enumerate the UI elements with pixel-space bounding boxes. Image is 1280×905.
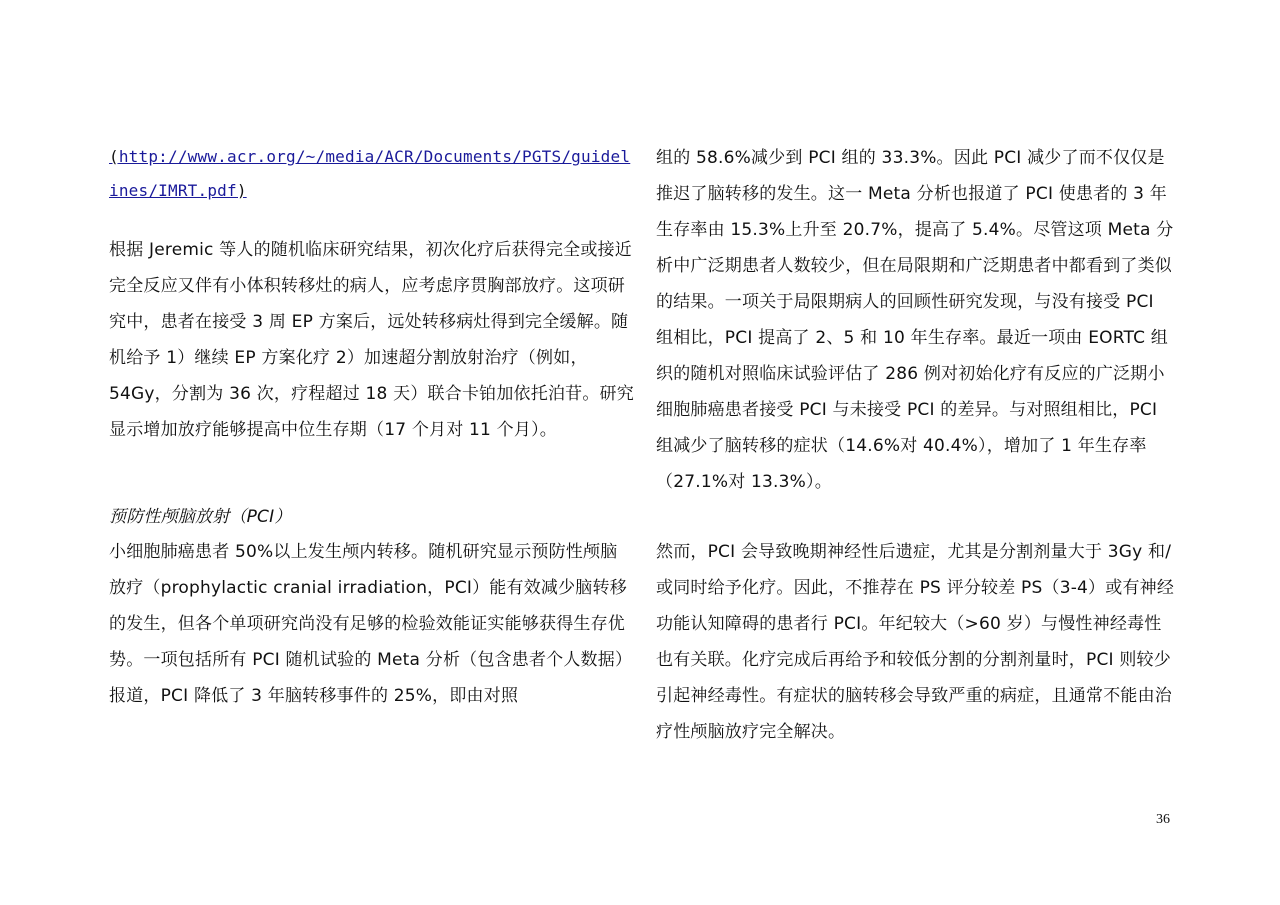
section-title-pci: 预防性颅脑放射（PCI） (109, 507, 292, 527)
left-column (109, 140, 634, 714)
link-open-paren: ( (109, 147, 119, 166)
paragraph-pci-toxicity: 然而，PCI 会导致晚期神经性后遗症，尤其是分割剂量大于 3Gy 和/或同时给予化疗。因此，不推荐在 PS 评分较差 PS（3-4）或有神经功能认知障碍的患者行 PCI。年纪较大（>60 岁）与慢性神经毒性也有关联。化疗完成后再给予和较低分割的分割剂量时，PCI 则较少引起神经毒性。有症状的脑转移会导致严重的病症，且通常不能由治疗性颅脑放疗完全解决。 (656, 542, 1175, 742)
paragraph-pci-intro: 小细胞肺癌患者 50%以上发生颅内转移。随机研究显示预防性颅脑放疗（prophylactic cranial irradiation，PCI）能有效减少脑转移的发生，但各个单项研究尚没有足够的检验效能证实能够获得生存优势。一项包括所有 PCI 随机试验的 Meta 分析（包含患者个人数据）报道，PCI 降低了 3 年脑转移事件的 25%，即由对照 (109, 542, 633, 706)
paragraph-jeremic: 根据 Jeremic 等人的随机临床研究结果，初次化疗后获得完全或接近完全反应又伴有小体积转移灶的病人，应考虑序贯胸部放疗。这项研究中，患者在接受 3 周 EP 方案后，远处转移病灶得到完全缓解。随机给予 1）继续 EP 方案化疗 2）加速超分割放射治疗（例如，54Gy，分割为 36 次，疗程超过 18 天）联合卡铂加依托泊苷。研究显示增加放疗能够提高中位生存期（17 个月对 11 个月）。 (109, 240, 634, 440)
paragraph-pci-meta: 组的 58.6%减少到 PCI 组的 33.3%。因此 PCI 减少了而不仅仅是推迟了脑转移的发生。这一 Meta 分析也报道了 PCI 使患者的 3 年生存率由 15.3%上升至 20.7%，提高了 5.4%。尽管这项 Meta 分析中广泛期患者人数较少，但在局限期和广泛期患者中都看到了类似的结果。一项关于局限期病人的回顾性研究发现，与没有接受 PCI 组相比，PCI 提高了 2、5 和 10 年生存率。最近一项由 EORTC 组织的随机对照临床试验评估了 286 例对初始化疗有反应的广泛期小细胞肺癌患者接受 PCI 与未接受 PCI 的差异。与对照组相比，PCI 组减少了脑转移的症状（14.6%对 40.4%），增加了 1 年生存率（27.1%对 13.3%）。 (656, 148, 1174, 492)
page-number: 36 (1156, 812, 1170, 827)
right-column (656, 140, 1176, 750)
link-close-paren: ) (236, 181, 247, 200)
reference-link[interactable]: http://www.acr.org/~/media/ACR/Documents/PGTS/guidelines/IMRT.pdf (109, 147, 631, 200)
reference-link-line (109, 140, 634, 208)
